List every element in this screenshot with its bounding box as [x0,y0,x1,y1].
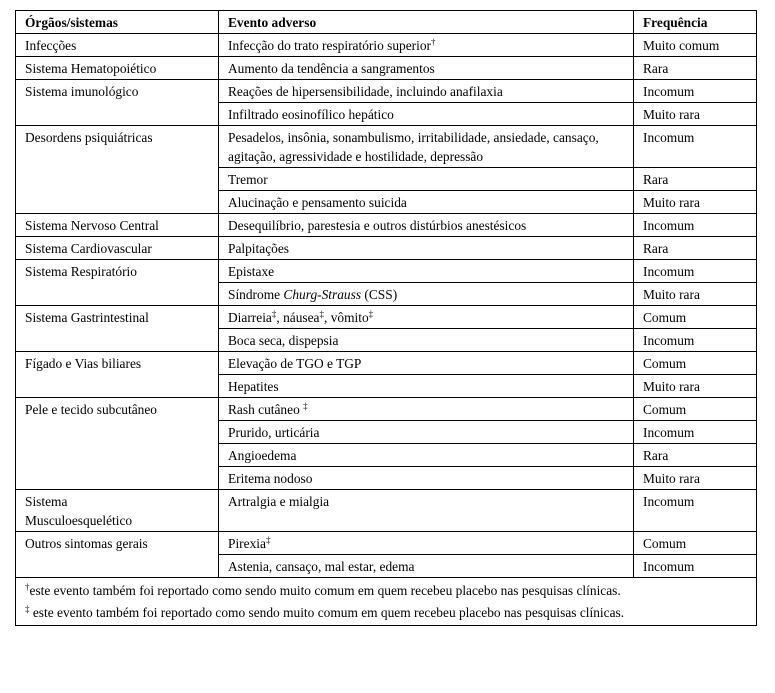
dagger-mark: † [431,37,436,47]
event-cell: Eritema nodoso [219,467,634,490]
event-cell: Epistaxe [219,260,634,283]
event-cell: Reações de hipersensibilidade, incluindo anafilaxia [219,80,634,103]
table-row [16,34,757,57]
system-cell: Sistema Gastrintestinal [16,306,219,352]
table-row [16,57,757,80]
event-text: (CSS) [361,287,398,302]
event-cell: Aumento da tendência a sangramentos [219,57,634,80]
table-row [16,214,757,237]
frequency-cell: Muito rara [634,283,757,306]
table-row [16,237,757,260]
ddagger-mark: ‡ [25,604,30,614]
ddagger-mark: ‡ [265,535,271,545]
system-cell [16,490,219,532]
event-cell: Hepatites [219,375,634,398]
system-cell: Fígado e Vias biliares [16,352,219,398]
frequency-cell: Comum [634,532,757,555]
ddagger-mark: ‡ [271,309,277,319]
frequency-cell: Muito rara [634,467,757,490]
event-italic-text: Churg-Strauss [283,287,362,302]
event-cell: Angioedema [219,444,634,467]
event-cell: Boca seca, dispepsia [219,329,634,352]
frequency-cell: Rara [634,57,757,80]
frequency-cell: Incomum [634,555,757,578]
header-event: Evento adverso [219,11,634,34]
event-cell [219,532,634,555]
footnote-dagger [25,580,748,602]
system-cell: Infecções [16,34,219,57]
frequency-cell: Muito comum [634,34,757,57]
event-text: , náusea [276,310,320,325]
header-frequency: Frequência [634,11,757,34]
event-cell [219,283,634,306]
frequency-cell: Incomum [634,80,757,103]
system-cell: Sistema Cardiovascular [16,237,219,260]
table-row [16,126,757,168]
event-text: Pirexia [228,536,266,551]
frequency-cell: Comum [634,306,757,329]
event-cell: Prurido, urticária [219,421,634,444]
footnote-text: este evento também foi reportado como sendo muito comum em quem recebeu placebo nas pesquisas clínicas. [29,605,625,620]
event-cell: Elevação de TGO e TGP [219,352,634,375]
frequency-cell: Incomum [634,329,757,352]
footnote-text: este evento também foi reportado como sendo muito comum em quem recebeu placebo nas pesquisas clínicas. [29,583,621,598]
ddagger-mark: ‡ [319,309,325,319]
system-line: Sistema [25,494,68,509]
frequency-cell: Rara [634,237,757,260]
table-row [16,398,757,421]
event-text: Rash cutâneo [228,402,304,417]
footnote-row [16,578,757,626]
frequency-cell: Incomum [634,490,757,532]
dagger-mark: † [25,582,30,592]
system-cell: Sistema Respiratório [16,260,219,306]
system-cell: Sistema Hematopoiético [16,57,219,80]
frequency-cell: Incomum [634,214,757,237]
frequency-cell: Incomum [634,421,757,444]
event-cell [219,398,634,421]
frequency-cell: Muito rara [634,375,757,398]
event-cell [219,34,634,57]
frequency-cell: Comum [634,398,757,421]
table-row [16,80,757,103]
event-text: Diarreia [228,310,272,325]
table-row [16,306,757,329]
event-text: Síndrome [228,287,284,302]
ddagger-mark: ‡ [303,401,308,411]
event-cell: Astenia, cansaço, mal estar, edema [219,555,634,578]
frequency-cell: Comum [634,352,757,375]
system-cell: Sistema imunológico [16,80,219,126]
frequency-cell: Muito rara [634,103,757,126]
frequency-cell: Rara [634,168,757,191]
event-cell: Infiltrado eosinofílico hepático [219,103,634,126]
frequency-cell: Incomum [634,126,757,168]
event-text: Infecção do trato respiratório superior [228,38,432,53]
system-cell: Outros sintomas gerais [16,532,219,578]
table-header-row [16,11,757,34]
footnote-ddagger [25,602,748,624]
system-line: Musculoesquelético [25,513,133,528]
header-system: Órgãos/sistemas [16,11,219,34]
footnote-cell [16,578,757,626]
frequency-cell: Incomum [634,260,757,283]
table-row [16,490,757,532]
frequency-cell: Muito rara [634,191,757,214]
event-cell: Palpitações [219,237,634,260]
table-row [16,260,757,283]
event-cell: Desequilíbrio, parestesia e outros distúrbios anestésicos [219,214,634,237]
ddagger-mark: ‡ [368,309,374,319]
event-cell: Pesadelos, insônia, sonambulismo, irritabilidade, ansiedade, cansaço, agitação, agressividade e hostilidade, depressão [219,126,634,168]
adverse-events-table [15,10,757,626]
event-text: , vômito [324,310,369,325]
frequency-cell: Rara [634,444,757,467]
table-row [16,532,757,555]
event-cell: Alucinação e pensamento suicida [219,191,634,214]
system-cell: Desordens psiquiátricas [16,126,219,214]
event-cell: Tremor [219,168,634,191]
event-cell [219,306,634,329]
table-row [16,352,757,375]
system-cell: Pele e tecido subcutâneo [16,398,219,490]
event-cell: Artralgia e mialgia [219,490,634,532]
system-cell: Sistema Nervoso Central [16,214,219,237]
